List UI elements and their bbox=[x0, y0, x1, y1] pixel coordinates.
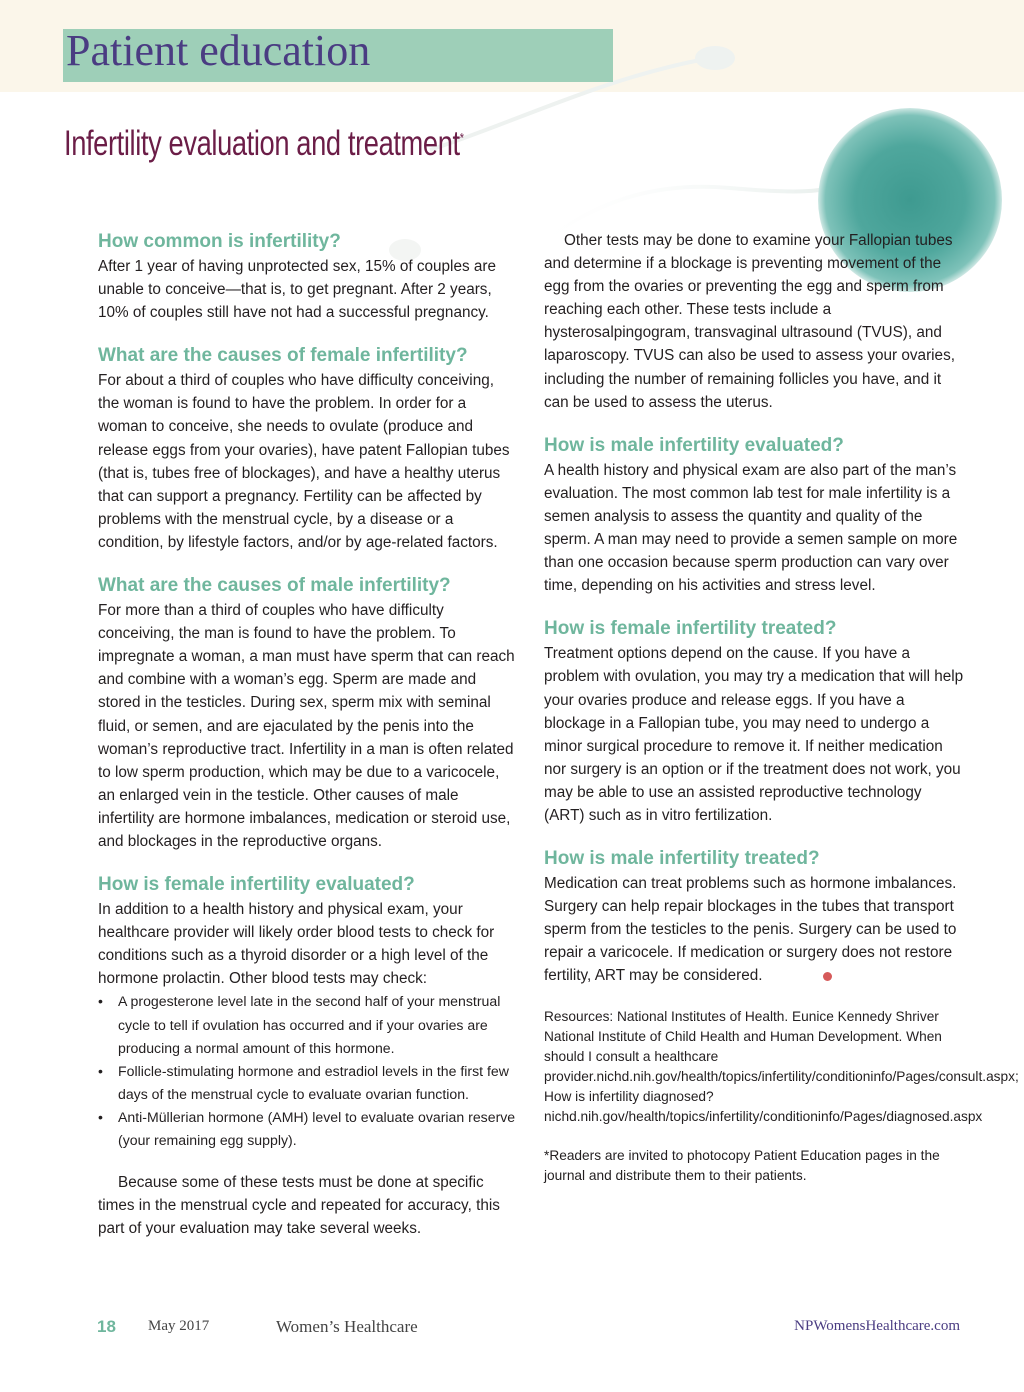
heading-female-causes: What are the causes of female infertility? bbox=[98, 345, 468, 367]
heading-female-evaluated: How is female infertility evaluated? bbox=[98, 874, 415, 896]
blood-test-list bbox=[98, 990, 518, 1152]
list-item: • A progesterone level late in the second half of your menstrual cycle to tell if ovulation has occurred and if your ovaries are producing a normal amount of this hormone. bbox=[118, 990, 518, 1059]
body-female-causes: For about a third of couples who have difficulty conceiving, the woman is found to have the problem. In order for a woman to conceive, she needs to ovulate (produce and release eggs from your ovaries), have patent Fallopian tubes (that is, tubes free of blockages), and have a healthy uterus that can support a pregnancy. Fertility can be affected by problems with the menstrual cycle, by a disease or a condition, by lifestyle factors, and/or by age-related factors. bbox=[98, 372, 510, 551]
body-male-treated-text: Medication can treat problems such as hormone imbalances. Surgery can help repair blockages in the tubes that transport sperm from the testicles to the penis. Surgery can be used to repair a varicocele. If medication or surgery does not restore fertility, ART may be considered. bbox=[544, 875, 957, 985]
heading-male-evaluated: How is male infertility evaluated? bbox=[544, 434, 844, 456]
right-column bbox=[544, 229, 1019, 1186]
body-female-treated: Treatment options depend on the cause. If you have a problem with ovulation, you may try a medication that will help your ovaries produce and release eggs. If you have a blockage in a Fallopian tube, you may need to undergo a minor surgical procedure to remove it. If neither medication nor surgery is an option or if the treatment does not work, you may be able to use an assisted reproductive technology (ART) such as in vitro fertilization. bbox=[544, 645, 964, 824]
website: NPWomensHealthcare.com bbox=[794, 1318, 960, 1334]
page-number: 18 bbox=[97, 1317, 116, 1336]
title-footnote-mark: * bbox=[459, 129, 464, 146]
section-label: Patient education bbox=[66, 26, 371, 75]
body-male-evaluated: A health history and physical exam are also part of the man’s evaluation. The most common lab test for male infertility is a semen analysis to assess the quantity and quality of the sperm. A man may need to provide a semen sample on more than one occasion because sperm production can vary over time, depending on his activities and stress level. bbox=[544, 461, 958, 595]
body-other-tests: Other tests may be done to examine your Fallopian tubes and determine if a blockage is preventing movement of the egg from the ovaries or preventing the egg and sperm from reaching each other. These tests include a hysterosalpingogram, transvaginal ultrasound (TVUS), and laparoscopy. TVUS can also be used to assess your ovaries, including the number of remaining follicles you have, and it can be used to assess the uterus. bbox=[544, 232, 955, 411]
heading-male-causes: What are the causes of male infertility? bbox=[98, 575, 451, 597]
photocopy-footnote: *Readers are invited to photocopy Patient Education pages in the journal and distribute them to their patients. bbox=[544, 1147, 940, 1183]
journal-name: Women’s Healthcare bbox=[276, 1317, 418, 1336]
issue-date: May 2017 bbox=[148, 1318, 210, 1334]
heading-female-treated: How is female infertility treated? bbox=[544, 618, 837, 640]
body-male-treated bbox=[544, 872, 964, 987]
list-item: • Follicle-stimulating hormone and estradiol levels in the first few days of the menstrual cycle to evaluate ovarian function. bbox=[118, 1060, 518, 1106]
body-evaluation-timing: Because some of these tests must be done at specific times in the menstrual cycle and repeated for accuracy, this part of your evaluation may take several weeks. bbox=[98, 1174, 500, 1238]
end-mark-icon bbox=[823, 972, 832, 981]
faint-sperm-head-upper bbox=[695, 46, 735, 70]
heading-male-treated: How is male infertility treated? bbox=[544, 848, 820, 870]
resources: Resources: National Institutes of Health. Eunice Kennedy Shriver National Institute of Child Health and Human Development. When should I consult a healthcare provider.nichd.nih.gov/health/topics/infertility/conditioninfo/Pages/consult.aspx; How is infertility diagnosed? nichd.nih.gov/health/topics/infertility/conditioninfo/Pages/diagnosed.aspx bbox=[544, 1008, 1019, 1124]
left-column bbox=[98, 229, 518, 1240]
body-how-common: After 1 year of having unprotected sex, 15% of couples are unable to conceive—that is, to get pregnant. After 2 years, 10% of couples still have not had a successful pregnancy. bbox=[98, 258, 496, 322]
list-item: • Anti-Müllerian hormone (AMH) level to evaluate ovarian reserve (your remaining egg supply). bbox=[118, 1106, 518, 1152]
heading-how-common: How common is infertility? bbox=[98, 231, 341, 252]
body-male-causes: For more than a third of couples who have difficulty conceiving, the man is found to have the problem. To impregnate a woman, a man must have sperm that can reach and combine with a woman’s egg. Sperm are made and stored in the testicles. During sex, sperm mix with seminal fluid, or semen, and are ejaculated by the penis into the woman’s reproductive tract. Infertility in a man is often related to low sperm production, which may be due to a varicocele, an enlarged vein in the testicle. Other causes of male infertility are hormone imbalances, medication or steroid use, and blockages in the reproductive organs. bbox=[98, 602, 515, 850]
body-female-evaluated: In addition to a health history and physical exam, your healthcare provider will likely order blood tests to check for conditions such as a thyroid disorder or a high level of the hormone prolactin. Other blood tests may check: bbox=[98, 901, 495, 988]
page-title-text: Infertility evaluation and treatment bbox=[64, 124, 460, 163]
page-title bbox=[64, 124, 464, 164]
